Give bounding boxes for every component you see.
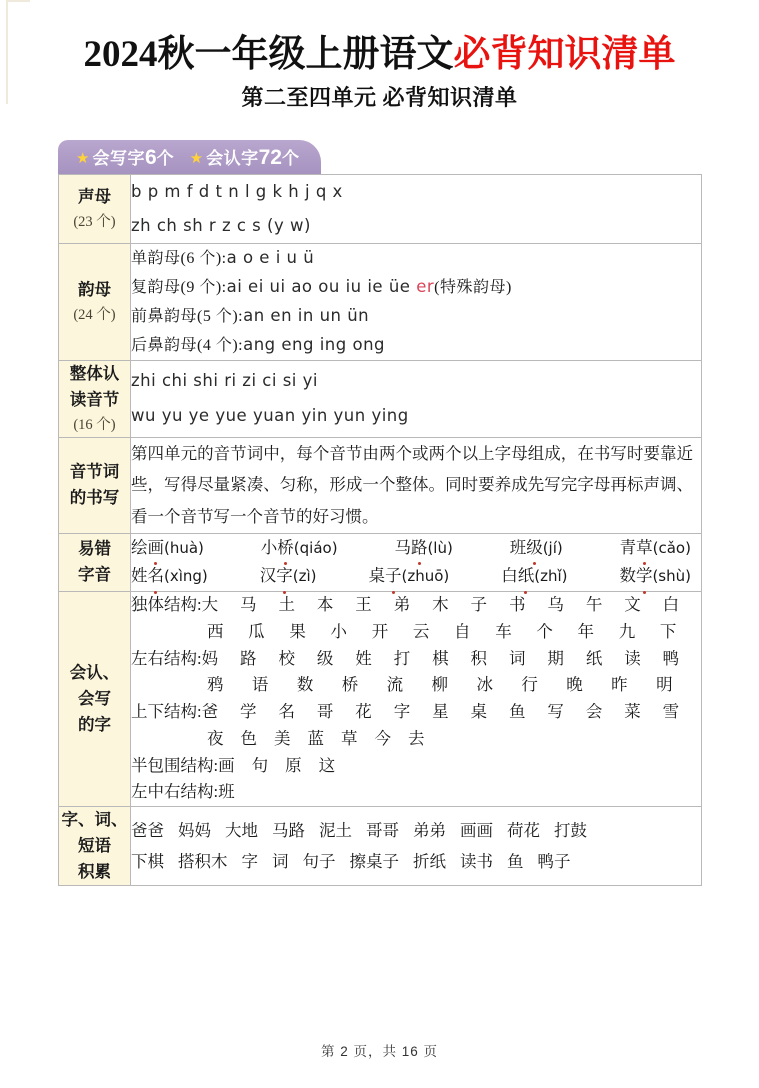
character: 下 bbox=[659, 622, 677, 642]
character: 学 bbox=[240, 702, 257, 722]
vocabulary-item: 字 bbox=[241, 852, 258, 872]
character: 流 bbox=[386, 675, 404, 695]
yicuo-char-first: 小 bbox=[260, 537, 278, 557]
yicuo-char-first: 姓 bbox=[131, 566, 148, 586]
yunmu-name-dan: 单韵母(6 个): bbox=[131, 250, 227, 268]
character: 鱼 bbox=[508, 702, 526, 722]
character: 王 bbox=[355, 595, 372, 615]
character: 年 bbox=[577, 622, 595, 642]
yicuo-pinyin: (shù) bbox=[652, 567, 691, 586]
character: 明 bbox=[656, 675, 673, 695]
table-row-yinjieci bbox=[59, 437, 702, 533]
character: 开 bbox=[371, 622, 389, 642]
character: 文 bbox=[624, 595, 641, 615]
structure-line bbox=[131, 646, 701, 673]
yicuo-char-first: 桌 bbox=[368, 566, 385, 586]
character: 晚 bbox=[566, 675, 583, 695]
yicuo-pinyin: (zì) bbox=[292, 567, 317, 586]
title-block bbox=[0, 0, 759, 112]
knowledge-table bbox=[58, 174, 702, 886]
character: 马 bbox=[240, 595, 257, 615]
star-icon: ★ bbox=[76, 150, 90, 167]
character: 语 bbox=[251, 675, 269, 695]
badge-count-write: 6 bbox=[144, 146, 157, 169]
character: 瓜 bbox=[248, 622, 265, 642]
yicuo-char-marked: 桥 bbox=[277, 534, 294, 563]
yicuo-pinyin: (huà) bbox=[164, 538, 204, 557]
structure-characters bbox=[202, 699, 701, 726]
huiren-group-list bbox=[131, 592, 701, 806]
vocabulary-item: 大地 bbox=[225, 820, 258, 840]
yicuo-char-marked: 级 bbox=[526, 534, 543, 563]
vocabulary-item: 下棋 bbox=[131, 852, 164, 872]
shengmu-line-1: b p m f d t n l g k h j q x bbox=[131, 182, 343, 201]
character: 九 bbox=[618, 622, 636, 642]
row-label-text-line2: 会写 bbox=[78, 690, 111, 709]
structure-line-continued bbox=[131, 619, 701, 646]
character: 车 bbox=[495, 622, 512, 642]
character: 乌 bbox=[547, 595, 564, 615]
structure-characters bbox=[202, 592, 701, 619]
row-label-zhengti bbox=[59, 360, 131, 437]
character: 纸 bbox=[585, 648, 603, 668]
character: 字 bbox=[393, 702, 411, 722]
shengmu-line-2: zh ch sh r z c s (y w) bbox=[131, 216, 311, 236]
character: 积 bbox=[470, 648, 488, 668]
row-label-text-line2: 读音节 bbox=[69, 390, 120, 409]
row-content-yicuo bbox=[131, 533, 702, 592]
yicuo-item bbox=[620, 534, 691, 563]
row-label-yunmu bbox=[59, 244, 131, 360]
vocabulary-item: 泥土 bbox=[319, 820, 352, 840]
row-label-huiren bbox=[59, 592, 131, 807]
character: 写 bbox=[547, 702, 564, 722]
yunmu-value-houbi: ang eng ing ong bbox=[243, 334, 386, 354]
yicuo-char-marked: 纸 bbox=[518, 562, 535, 591]
character: 美 bbox=[274, 728, 291, 748]
yicuo-item bbox=[501, 562, 567, 591]
row-label-text: 声母 bbox=[78, 188, 111, 207]
character: 午 bbox=[585, 595, 603, 615]
character: 雪 bbox=[662, 702, 680, 722]
character: 妈 bbox=[201, 648, 219, 668]
yunmu-line-fu bbox=[131, 273, 701, 302]
character: 个 bbox=[536, 622, 553, 642]
character: 冰 bbox=[476, 675, 493, 695]
character: 棋 bbox=[432, 648, 449, 668]
badge-item-recognize bbox=[190, 144, 299, 170]
vocabulary-item: 词 bbox=[272, 852, 289, 872]
structure-characters bbox=[218, 779, 701, 806]
row-label-text: 韵母 bbox=[78, 280, 111, 299]
yicuo-pinyin: (lù) bbox=[427, 538, 453, 557]
yicuo-char-marked: 字 bbox=[276, 562, 293, 591]
character: 行 bbox=[521, 675, 538, 695]
vocabulary-item: 爸爸 bbox=[131, 820, 164, 840]
structure-line-continued bbox=[131, 672, 701, 699]
character: 鸭 bbox=[662, 648, 680, 668]
yicuo-item bbox=[260, 562, 317, 591]
row-content-huiren bbox=[131, 592, 702, 807]
yicuo-pinyin: (zhǐ) bbox=[534, 567, 568, 586]
yunmu-value-qianbi: an en in un ün bbox=[243, 305, 370, 325]
structure-name: 左右结构: bbox=[131, 648, 202, 668]
row-content-yunmu bbox=[131, 244, 702, 360]
yunmu-value-er: er bbox=[416, 277, 435, 297]
character: 级 bbox=[316, 648, 334, 668]
yicuo-pinyin: (jí) bbox=[542, 538, 563, 557]
vocabulary-item: 鸭子 bbox=[537, 852, 571, 872]
row-content-yinjieci bbox=[131, 437, 702, 533]
character: 原 bbox=[285, 755, 302, 775]
row-label-text-line2: 字音 bbox=[78, 566, 111, 585]
character: 数 bbox=[296, 675, 314, 695]
vocabulary-item: 擦桌子 bbox=[349, 852, 399, 872]
yicuo-item bbox=[619, 562, 691, 591]
character: 夜 bbox=[207, 728, 224, 748]
character: 打 bbox=[393, 648, 411, 668]
title-red-part: 必背知识清单 bbox=[453, 34, 676, 75]
row-label-zici bbox=[59, 807, 131, 886]
structure-name: 上下结构: bbox=[131, 702, 202, 722]
character: 菜 bbox=[624, 702, 641, 722]
character: 色 bbox=[240, 728, 257, 748]
row-label-count: (24 个) bbox=[73, 307, 116, 324]
yicuo-item bbox=[368, 562, 449, 591]
structure-line bbox=[131, 592, 701, 619]
yicuo-row-2 bbox=[131, 562, 701, 591]
yicuo-item bbox=[394, 534, 452, 563]
character: 果 bbox=[289, 622, 306, 642]
character: 期 bbox=[547, 648, 564, 668]
page-subtitle: 第二至四单元 必背知识清单 bbox=[241, 85, 518, 111]
vocabulary-item: 哥哥 bbox=[366, 820, 399, 840]
structure-name: 左中右结构: bbox=[131, 782, 219, 802]
character: 今 bbox=[374, 728, 391, 748]
yicuo-item bbox=[131, 534, 204, 563]
badge-label-write: 会写字 bbox=[92, 149, 145, 168]
table-row-zici bbox=[59, 807, 702, 886]
character: 昨 bbox=[611, 675, 628, 695]
badge-row bbox=[58, 140, 702, 174]
row-label-count: (23 个) bbox=[73, 214, 116, 231]
row-label-text-line1: 整体认 bbox=[69, 364, 120, 383]
table-row-shengmu bbox=[59, 175, 702, 244]
character: 校 bbox=[278, 648, 295, 668]
structure-characters bbox=[207, 619, 701, 646]
character: 子 bbox=[470, 595, 488, 615]
yicuo-char-first: 马 bbox=[394, 537, 411, 557]
character: 哥 bbox=[316, 702, 334, 722]
yicuo-char-first: 数 bbox=[619, 566, 636, 586]
character: 桥 bbox=[341, 675, 359, 695]
yicuo-pinyin: (cǎo) bbox=[652, 538, 691, 557]
vocabulary-item: 鱼 bbox=[507, 852, 524, 872]
character: 句 bbox=[251, 755, 269, 775]
zhengti-line-2: wu yu ye yue yuan yin yun ying bbox=[131, 405, 409, 425]
yicuo-char-marked: 名 bbox=[148, 562, 165, 591]
structure-line bbox=[131, 753, 701, 780]
table-row-yicuo bbox=[59, 533, 702, 592]
character: 星 bbox=[432, 702, 449, 722]
page-edge-line bbox=[6, 0, 8, 104]
character: 小 bbox=[330, 622, 348, 642]
yicuo-item bbox=[261, 534, 338, 563]
character: 本 bbox=[316, 595, 334, 615]
vocabulary-item: 画画 bbox=[460, 820, 493, 840]
row-content-shengmu bbox=[131, 175, 702, 244]
yinjieci-paragraph: 第四单元的音节词中，每个音节由两个或两个以上字母组成，在书写时要靠近些，写得尽量紧凑、匀称，形成一个整体。同时要养成先写完字母再标声调、看一个音节写一个音节的好习惯。 bbox=[131, 443, 693, 526]
structure-characters bbox=[207, 672, 701, 699]
table-row-zhengti bbox=[59, 360, 702, 437]
title-black-part: 2024秋一年级上册语文 bbox=[83, 34, 454, 75]
character: 蓝 bbox=[307, 728, 324, 748]
row-label-yicuo bbox=[59, 533, 131, 592]
badge-label-recognize: 会认字 bbox=[206, 149, 259, 168]
yicuo-pinyin: (xìng) bbox=[164, 567, 208, 586]
character: 西 bbox=[207, 622, 224, 642]
structure-line bbox=[131, 699, 701, 726]
vocabulary-item: 妈妈 bbox=[178, 820, 211, 840]
character: 姓 bbox=[355, 648, 372, 668]
page-edge-line-top bbox=[6, 0, 30, 2]
yunmu-line-qianbi bbox=[131, 302, 701, 331]
yunmu-line-dan bbox=[131, 244, 701, 273]
character: 去 bbox=[408, 728, 425, 748]
vocabulary-item: 打鼓 bbox=[554, 820, 587, 840]
page-footer: 第 2 页，共 16 页 bbox=[320, 1044, 439, 1059]
row-label-text-line2: 短语 bbox=[78, 837, 111, 856]
structure-characters bbox=[218, 753, 701, 780]
character: 大 bbox=[201, 595, 219, 615]
character: 词 bbox=[508, 648, 526, 668]
row-label-yinjieci bbox=[59, 437, 131, 533]
row-label-shengmu bbox=[59, 175, 131, 244]
table-row-yunmu bbox=[59, 244, 702, 360]
row-content-zici bbox=[131, 807, 702, 886]
vocabulary-item: 读书 bbox=[460, 852, 493, 872]
badge-unit-recognize: 个 bbox=[281, 149, 299, 168]
row-label-text-line1: 易错 bbox=[78, 540, 111, 559]
row-label-text-line3: 的字 bbox=[78, 716, 111, 735]
yicuo-char-first: 白 bbox=[501, 566, 518, 586]
character: 鸦 bbox=[207, 675, 224, 695]
yicuo-char-marked: 画 bbox=[148, 534, 165, 563]
character: 花 bbox=[355, 702, 372, 722]
zici-line-1 bbox=[131, 815, 701, 846]
badge-count-recognize: 72 bbox=[258, 146, 282, 169]
character: 弟 bbox=[393, 595, 411, 615]
row-label-text-line1: 字、词、 bbox=[61, 811, 128, 830]
character: 白 bbox=[662, 595, 680, 615]
zhengti-line-1: zhi chi shi ri zi ci si yi bbox=[131, 371, 318, 391]
character: 爸 bbox=[201, 702, 219, 722]
character: 路 bbox=[240, 648, 257, 668]
page-title bbox=[0, 34, 759, 75]
character: 这 bbox=[318, 755, 336, 775]
yicuo-char-first: 青 bbox=[619, 537, 637, 557]
character: 自 bbox=[454, 622, 471, 642]
yicuo-char-first: 绘 bbox=[131, 537, 148, 557]
row-label-text-line1: 会认、 bbox=[69, 664, 120, 683]
zici-line-2 bbox=[131, 846, 701, 877]
badge-unit-write: 个 bbox=[156, 149, 174, 168]
yunmu-name-houbi: 后鼻韵母(4 个): bbox=[131, 336, 244, 354]
yunmu-name-qianbi: 前鼻韵母(5 个): bbox=[131, 307, 244, 325]
character: 会 bbox=[585, 702, 603, 722]
character: 名 bbox=[278, 702, 295, 722]
character: 柳 bbox=[431, 675, 449, 695]
character: 云 bbox=[412, 622, 430, 642]
character: 画 bbox=[218, 755, 235, 775]
character: 土 bbox=[278, 595, 295, 615]
row-content-zhengti bbox=[131, 360, 702, 437]
yicuo-char-marked: 子 bbox=[385, 562, 402, 591]
structure-name: 半包围结构: bbox=[131, 755, 219, 775]
vocabulary-item: 句子 bbox=[302, 852, 336, 872]
yicuo-char-marked: 草 bbox=[636, 534, 653, 563]
yicuo-item bbox=[131, 562, 208, 591]
character: 书 bbox=[508, 595, 526, 615]
vocabulary-item: 搭积木 bbox=[178, 852, 228, 872]
yicuo-char-marked: 路 bbox=[411, 534, 428, 563]
row-label-text-line2: 的书写 bbox=[69, 489, 120, 508]
character: 班 bbox=[218, 782, 235, 802]
yicuo-pinyin: (qiáo) bbox=[293, 538, 338, 557]
badge-item-write bbox=[76, 144, 174, 170]
structure-characters bbox=[207, 726, 701, 753]
row-label-count: (16 个) bbox=[73, 416, 116, 433]
row-label-text-line3: 积累 bbox=[78, 863, 111, 882]
yicuo-pinyin: (zhuō) bbox=[401, 567, 450, 586]
table-row-huiren bbox=[59, 592, 702, 807]
summary-badge bbox=[58, 140, 321, 174]
structure-line-continued bbox=[131, 726, 701, 753]
row-label-text-line1: 音节词 bbox=[69, 463, 120, 481]
yicuo-row-1 bbox=[131, 534, 701, 563]
yunmu-name-fu: 复韵母(9 个): bbox=[131, 279, 227, 297]
yunmu-value-fu: ai ei ui ao ou iu ie üe bbox=[226, 277, 417, 297]
yicuo-char-first: 汉 bbox=[259, 566, 277, 586]
structure-characters bbox=[202, 646, 701, 673]
structure-name: 独体结构: bbox=[131, 595, 202, 615]
yunmu-note-er: (特殊韵母) bbox=[434, 279, 512, 297]
vocabulary-item: 折纸 bbox=[413, 852, 446, 872]
character: 桌 bbox=[470, 702, 488, 722]
vocabulary-item: 弟弟 bbox=[413, 820, 446, 840]
star-icon: ★ bbox=[189, 150, 204, 167]
yicuo-item bbox=[510, 534, 563, 563]
yunmu-value-dan: a o e i u ü bbox=[226, 248, 315, 268]
structure-line bbox=[131, 779, 701, 806]
character: 草 bbox=[341, 728, 358, 748]
yicuo-char-marked: 学 bbox=[636, 562, 653, 591]
vocabulary-item: 荷花 bbox=[507, 820, 540, 840]
yunmu-line-houbi bbox=[131, 331, 701, 360]
character: 木 bbox=[432, 595, 449, 615]
character: 读 bbox=[624, 648, 641, 668]
vocabulary-item: 马路 bbox=[272, 820, 305, 840]
yicuo-char-first: 班 bbox=[509, 537, 527, 557]
